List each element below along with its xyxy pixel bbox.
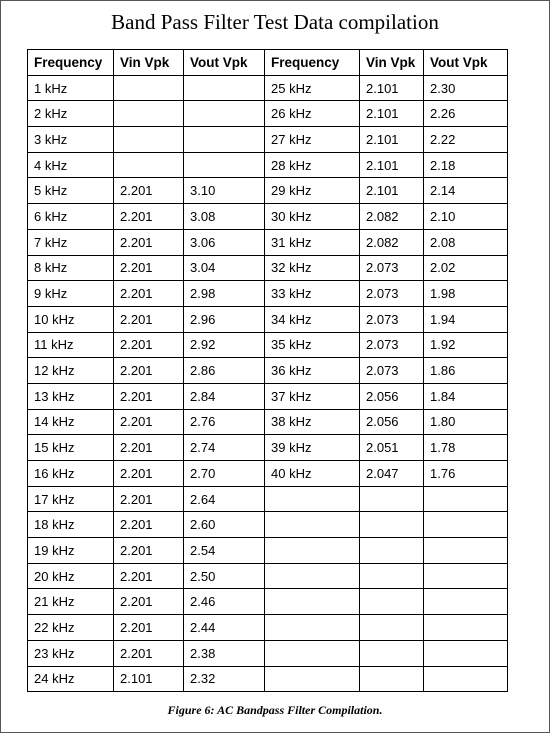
- table-cell: 2.10: [424, 204, 508, 230]
- table-cell: 2.201: [114, 229, 184, 255]
- table-cell: 2.64: [184, 486, 265, 512]
- table-cell: 2.44: [184, 615, 265, 641]
- table-cell: [424, 512, 508, 538]
- table-cell: 37 kHz: [265, 383, 360, 409]
- table-cell: 2.201: [114, 640, 184, 666]
- table-cell: 10 kHz: [28, 306, 114, 332]
- table-cell: 20 kHz: [28, 563, 114, 589]
- table-row: [28, 101, 508, 127]
- table-cell: 2.201: [114, 563, 184, 589]
- table-cell: 2.201: [114, 512, 184, 538]
- table-cell: 2.201: [114, 538, 184, 564]
- table-cell: 38 kHz: [265, 409, 360, 435]
- table-cell: 16 kHz: [28, 461, 114, 487]
- table-cell: 29 kHz: [265, 178, 360, 204]
- table-cell: 3.04: [184, 255, 265, 281]
- table-cell: 31 kHz: [265, 229, 360, 255]
- table-cell: 2.056: [360, 383, 424, 409]
- table-cell: 2.50: [184, 563, 265, 589]
- table-cell: 2.073: [360, 281, 424, 307]
- table-cell: 2.54: [184, 538, 265, 564]
- table-cell: 2.047: [360, 461, 424, 487]
- table-cell: 2.201: [114, 255, 184, 281]
- table-cell: 36 kHz: [265, 358, 360, 384]
- table-cell: [424, 486, 508, 512]
- table-cell: [184, 101, 265, 127]
- table-cell: 21 kHz: [28, 589, 114, 615]
- table-cell: [360, 640, 424, 666]
- table-cell: 2.101: [360, 75, 424, 101]
- table-cell: 2.201: [114, 461, 184, 487]
- table-cell: 2.082: [360, 229, 424, 255]
- table-cell: [265, 640, 360, 666]
- table-cell: 5 kHz: [28, 178, 114, 204]
- table-cell: 39 kHz: [265, 435, 360, 461]
- table-cell: 19 kHz: [28, 538, 114, 564]
- table-row: [28, 358, 508, 384]
- table-cell: 3 kHz: [28, 127, 114, 153]
- table-row: [28, 461, 508, 487]
- table-cell: [424, 666, 508, 692]
- table-cell: 2.38: [184, 640, 265, 666]
- table-cell: [360, 615, 424, 641]
- table-cell: [114, 101, 184, 127]
- table-cell: 33 kHz: [265, 281, 360, 307]
- table-cell: [184, 152, 265, 178]
- table-cell: 2.073: [360, 255, 424, 281]
- column-header: Vin Vpk: [360, 50, 424, 76]
- table-cell: [360, 666, 424, 692]
- table-cell: 28 kHz: [265, 152, 360, 178]
- table-cell: 2.46: [184, 589, 265, 615]
- table-cell: 2.96: [184, 306, 265, 332]
- table-cell: 25 kHz: [265, 75, 360, 101]
- table-cell: [265, 666, 360, 692]
- table-cell: [360, 589, 424, 615]
- table-cell: 6 kHz: [28, 204, 114, 230]
- table-cell: 13 kHz: [28, 383, 114, 409]
- column-header: Frequency: [265, 50, 360, 76]
- table-cell: [424, 615, 508, 641]
- table-cell: 2.201: [114, 486, 184, 512]
- table-cell: 2.92: [184, 332, 265, 358]
- table-cell: 2.201: [114, 358, 184, 384]
- table-cell: 14 kHz: [28, 409, 114, 435]
- table-cell: 1.76: [424, 461, 508, 487]
- table-cell: [114, 127, 184, 153]
- table-cell: 30 kHz: [265, 204, 360, 230]
- table-cell: 2.082: [360, 204, 424, 230]
- table-cell: 2 kHz: [28, 101, 114, 127]
- table-cell: 34 kHz: [265, 306, 360, 332]
- table-row: [28, 255, 508, 281]
- table-cell: 2.101: [114, 666, 184, 692]
- table-cell: 2.201: [114, 281, 184, 307]
- table-row: [28, 538, 508, 564]
- table-cell: [360, 538, 424, 564]
- table-cell: 1.78: [424, 435, 508, 461]
- table-cell: 2.30: [424, 75, 508, 101]
- table-cell: 9 kHz: [28, 281, 114, 307]
- table-row: [28, 435, 508, 461]
- table-row: [28, 486, 508, 512]
- column-header: Frequency: [28, 50, 114, 76]
- table-cell: 1.86: [424, 358, 508, 384]
- table-row: [28, 127, 508, 153]
- table-row: [28, 640, 508, 666]
- table-row: [28, 178, 508, 204]
- table-cell: [265, 589, 360, 615]
- table-cell: 3.08: [184, 204, 265, 230]
- table-cell: [424, 589, 508, 615]
- table-cell: 2.101: [360, 127, 424, 153]
- table-cell: 24 kHz: [28, 666, 114, 692]
- table-cell: 2.26: [424, 101, 508, 127]
- table-row: [28, 666, 508, 692]
- table-cell: 1.84: [424, 383, 508, 409]
- table-cell: [184, 75, 265, 101]
- table-cell: 2.073: [360, 358, 424, 384]
- table-cell: 15 kHz: [28, 435, 114, 461]
- table-cell: 1 kHz: [28, 75, 114, 101]
- table-row: [28, 383, 508, 409]
- table-cell: 2.056: [360, 409, 424, 435]
- table-cell: 2.22: [424, 127, 508, 153]
- table-row: [28, 615, 508, 641]
- table-row: [28, 589, 508, 615]
- table-header-row: [28, 50, 508, 76]
- table-cell: 26 kHz: [265, 101, 360, 127]
- table-cell: 12 kHz: [28, 358, 114, 384]
- table-cell: 40 kHz: [265, 461, 360, 487]
- table-cell: 2.84: [184, 383, 265, 409]
- table-cell: 2.201: [114, 435, 184, 461]
- table-cell: 1.92: [424, 332, 508, 358]
- table-cell: 35 kHz: [265, 332, 360, 358]
- table-cell: 3.06: [184, 229, 265, 255]
- table-cell: [265, 486, 360, 512]
- table-row: [28, 204, 508, 230]
- table-cell: [424, 563, 508, 589]
- table-cell: 2.76: [184, 409, 265, 435]
- table-body: [28, 75, 508, 692]
- table-cell: 2.101: [360, 101, 424, 127]
- table-cell: 2.86: [184, 358, 265, 384]
- table-cell: [360, 486, 424, 512]
- table-cell: 8 kHz: [28, 255, 114, 281]
- table-cell: 2.14: [424, 178, 508, 204]
- table-cell: 2.02: [424, 255, 508, 281]
- table-cell: 2.201: [114, 178, 184, 204]
- table-row: [28, 152, 508, 178]
- table-cell: 2.073: [360, 306, 424, 332]
- table-cell: 22 kHz: [28, 615, 114, 641]
- table-cell: [265, 512, 360, 538]
- table-cell: [184, 127, 265, 153]
- table-row: [28, 512, 508, 538]
- test-data-table: [27, 49, 508, 692]
- table-cell: [114, 75, 184, 101]
- table-cell: [360, 512, 424, 538]
- table-row: [28, 332, 508, 358]
- table-cell: 2.201: [114, 409, 184, 435]
- table-cell: 2.08: [424, 229, 508, 255]
- table-cell: 4 kHz: [28, 152, 114, 178]
- table-row: [28, 281, 508, 307]
- table-row: [28, 409, 508, 435]
- table-cell: 2.073: [360, 332, 424, 358]
- table-cell: 17 kHz: [28, 486, 114, 512]
- table-cell: 2.201: [114, 383, 184, 409]
- table-cell: 1.98: [424, 281, 508, 307]
- table-cell: [265, 538, 360, 564]
- table-row: [28, 306, 508, 332]
- table-cell: [114, 152, 184, 178]
- table-cell: 2.18: [424, 152, 508, 178]
- table-cell: 2.201: [114, 332, 184, 358]
- table-cell: 2.201: [114, 204, 184, 230]
- table-cell: 3.10: [184, 178, 265, 204]
- table-cell: 2.101: [360, 152, 424, 178]
- table-cell: 2.74: [184, 435, 265, 461]
- table-cell: 18 kHz: [28, 512, 114, 538]
- table-cell: 2.70: [184, 461, 265, 487]
- table-cell: 1.94: [424, 306, 508, 332]
- table-cell: [265, 563, 360, 589]
- column-header: Vout Vpk: [184, 50, 265, 76]
- table-cell: [424, 640, 508, 666]
- document-title: Band Pass Filter Test Data compilation: [111, 10, 439, 34]
- table-cell: [424, 538, 508, 564]
- table-cell: 2.051: [360, 435, 424, 461]
- table-cell: 23 kHz: [28, 640, 114, 666]
- table-cell: 2.101: [360, 178, 424, 204]
- table-cell: 11 kHz: [28, 332, 114, 358]
- table-cell: 2.201: [114, 615, 184, 641]
- table-cell: 2.201: [114, 589, 184, 615]
- column-header: Vout Vpk: [424, 50, 508, 76]
- table-cell: 32 kHz: [265, 255, 360, 281]
- table-cell: 27 kHz: [265, 127, 360, 153]
- table-cell: 7 kHz: [28, 229, 114, 255]
- table-cell: 1.80: [424, 409, 508, 435]
- table-cell: [265, 615, 360, 641]
- table-cell: [360, 563, 424, 589]
- figure-caption: Figure 6: AC Bandpass Filter Compilation.: [167, 703, 383, 717]
- table-cell: 2.98: [184, 281, 265, 307]
- table-row: [28, 75, 508, 101]
- table-cell: 2.32: [184, 666, 265, 692]
- table-row: [28, 229, 508, 255]
- table-cell: 2.60: [184, 512, 265, 538]
- table-cell: 2.201: [114, 306, 184, 332]
- column-header: Vin Vpk: [114, 50, 184, 76]
- table-row: [28, 563, 508, 589]
